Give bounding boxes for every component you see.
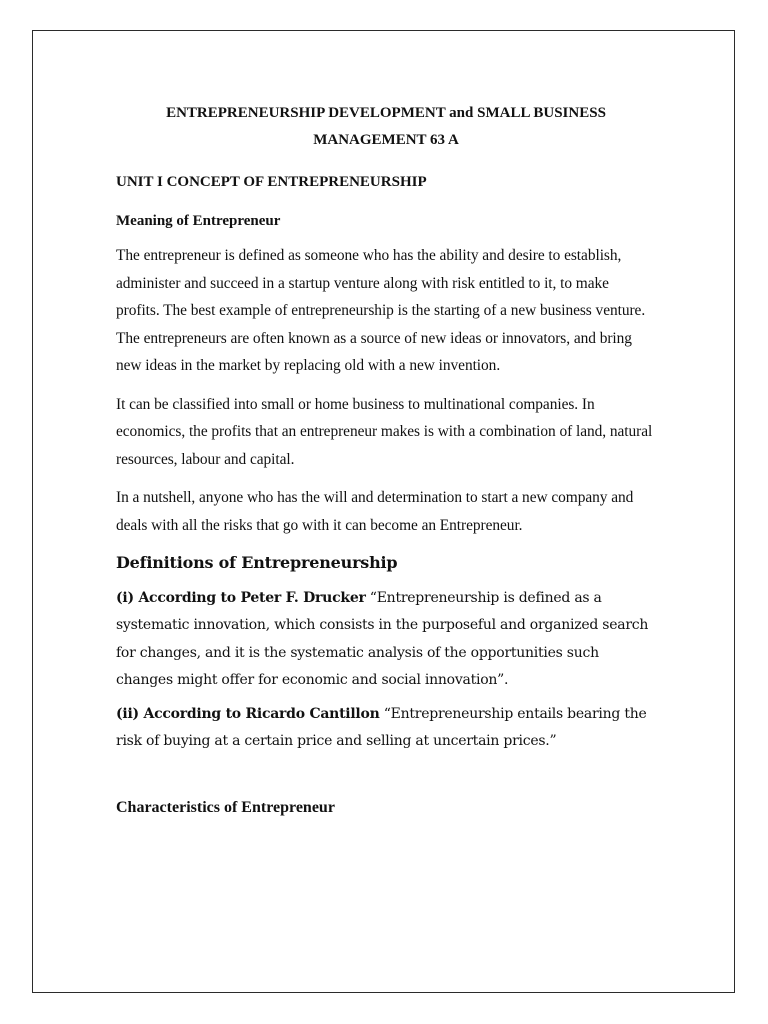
definitions-heading: Definitions of Entrepreneurship	[116, 553, 398, 572]
definition-cantillon	[116, 701, 656, 756]
meaning-paragraph-3: In a nutshell, anyone who has the will and determination to start a new company and deals with all the risks that go with it can become an Entrepreneur.	[116, 489, 634, 534]
unit-heading: UNIT I CONCEPT OF ENTREPRENEURSHIP	[116, 174, 427, 190]
title-line-1: ENTREPRENEURSHIP DEVELOPMENT and SMALL BUSINESS	[166, 105, 606, 121]
characteristics-heading: Characteristics of Entrepreneur	[116, 798, 335, 816]
meaning-paragraph-1: The entrepreneur is defined as someone who has the ability and desire to establish, administer and succeed in a startup venture along with risk entitled to it, to make profits. The best example of entrepreneurship is the starting of a new business venture. The entrepreneurs are often known as a source of new ideas or innovators, and bring new ideas in the market by replacing old with a new invention.	[116, 247, 646, 374]
document-body	[116, 100, 656, 819]
title-line-2: MANAGEMENT 63 A	[313, 132, 459, 148]
definition-drucker-text: “Entrepreneurship is defined as a systematic innovation, which consists in the purposeful and organized search for changes, and it is the systematic analysis of the opportunities such changes might offer for economic and social innovation”.	[116, 590, 649, 688]
definition-cantillon-text: “Entrepreneurship entails bearing the risk of buying at a certain price and selling at uncertain prices.”	[116, 706, 647, 750]
meaning-heading: Meaning of Entrepreneur	[116, 213, 281, 229]
document-title	[108, 100, 664, 154]
definition-drucker-label: (i) According to Peter F. Drucker	[116, 590, 366, 606]
definition-cantillon-label: (ii) According to Ricardo Cantillon	[116, 706, 380, 723]
meaning-paragraph-2: It can be classified into small or home business to multinational companies. In economics, the profits that an entrepreneur makes is with a combination of land, natural resources, labour and capital.	[116, 395, 653, 468]
definition-drucker	[116, 585, 656, 694]
